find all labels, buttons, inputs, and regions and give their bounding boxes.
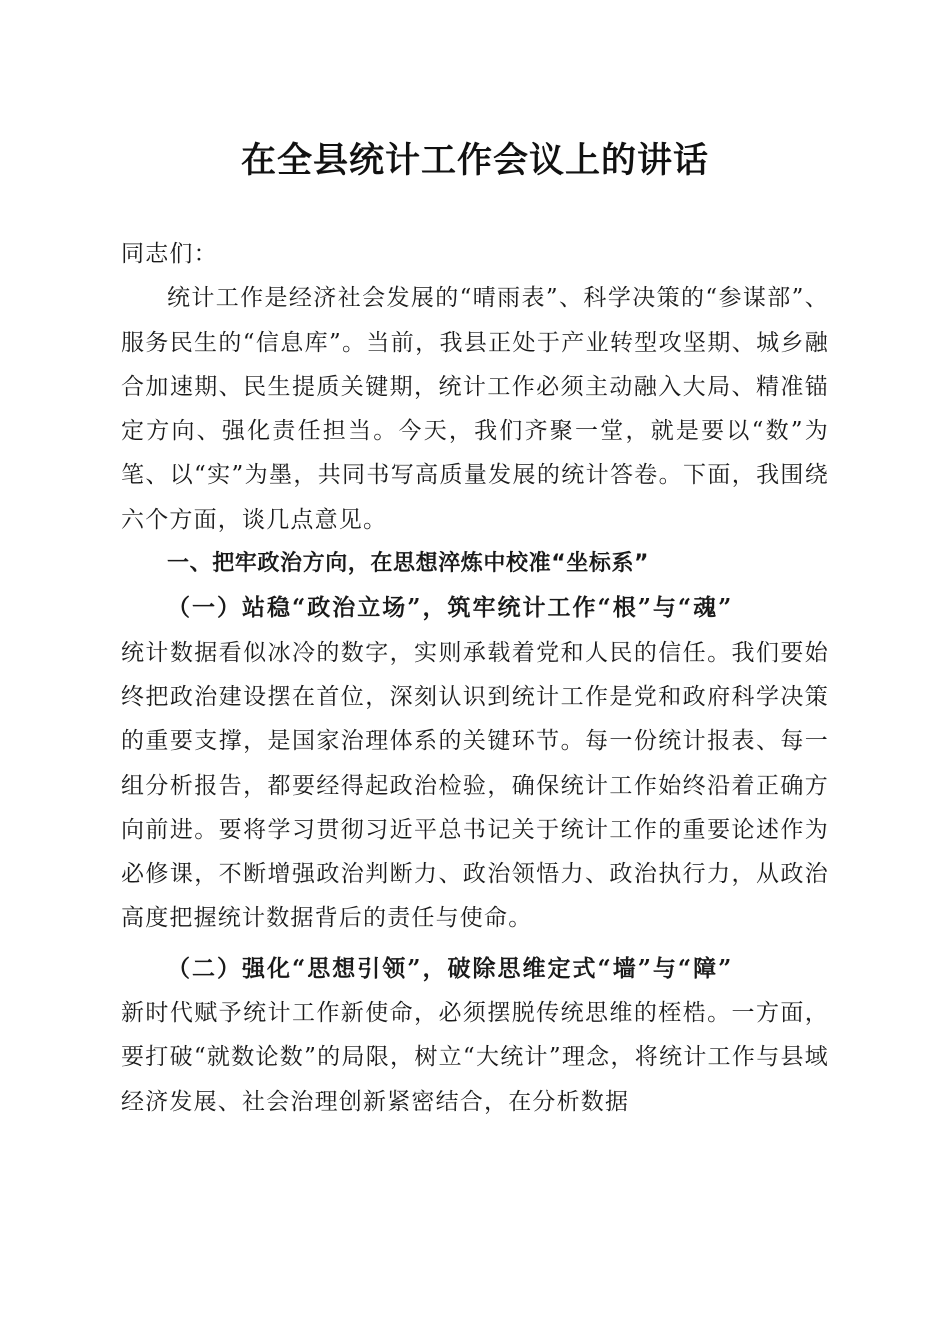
- subsection-2-text: 新时代赋予统计工作新使命，必须摆脱传统思维的桎梏。一方面，要打破“就数论数”的局限，树立“大统计”理念，将统计工作与县域经济发展、社会治理创新紧密结合，在分析数据: [121, 1000, 829, 1115]
- document-body: [121, 232, 829, 1124]
- document-title: 在全县统计工作会议上的讲话: [240, 140, 709, 181]
- subsection-2-heading: （二）强化“思想引领”，破除思维定式“墙”与“障”: [167, 954, 734, 982]
- salutation: 同志们：: [121, 241, 218, 267]
- intro-paragraph: 统计工作是经济社会发展的“晴雨表”、科学决策的“参谋部”、服务民生的“信息库”。当前，我县正处于产业转型攻坚期、城乡融合加速期、民生提质关键期，统计工作必须主动融入大局、精准锚定方向、强化责任担当。今天，我们齐聚一堂，就是要以“数”为笔、以“实”为墨，共同书写高质量发展的统计答卷。下面，我围绕六个方面，谈几点意见。: [121, 285, 829, 533]
- section-1-heading: 一、把牢政治方向，在思想淬炼中校准“坐标系”: [167, 551, 650, 577]
- subsection-1-heading: （一）站稳“政治立场”，筑牢统计工作“根”与“魂”: [167, 594, 734, 622]
- subsection-1-text: 统计数据看似冰冷的数字，实则承载着党和人民的信任。我们要始终把政治建设摆在首位，深刻认识到统计工作是党和政府科学决策的重要支撑，是国家治理体系的关键环节。每一份统计报表、每一组分析报告，都要经得起政治检验，确保统计工作始终沿着正确方向前进。要将学习贯彻习近平总书记关于统计工作的重要论述作为必修课，不断增强政治判断力、政治领悟力、政治执行力，从政治高度把握统计数据背后的责任与使命。: [121, 639, 829, 932]
